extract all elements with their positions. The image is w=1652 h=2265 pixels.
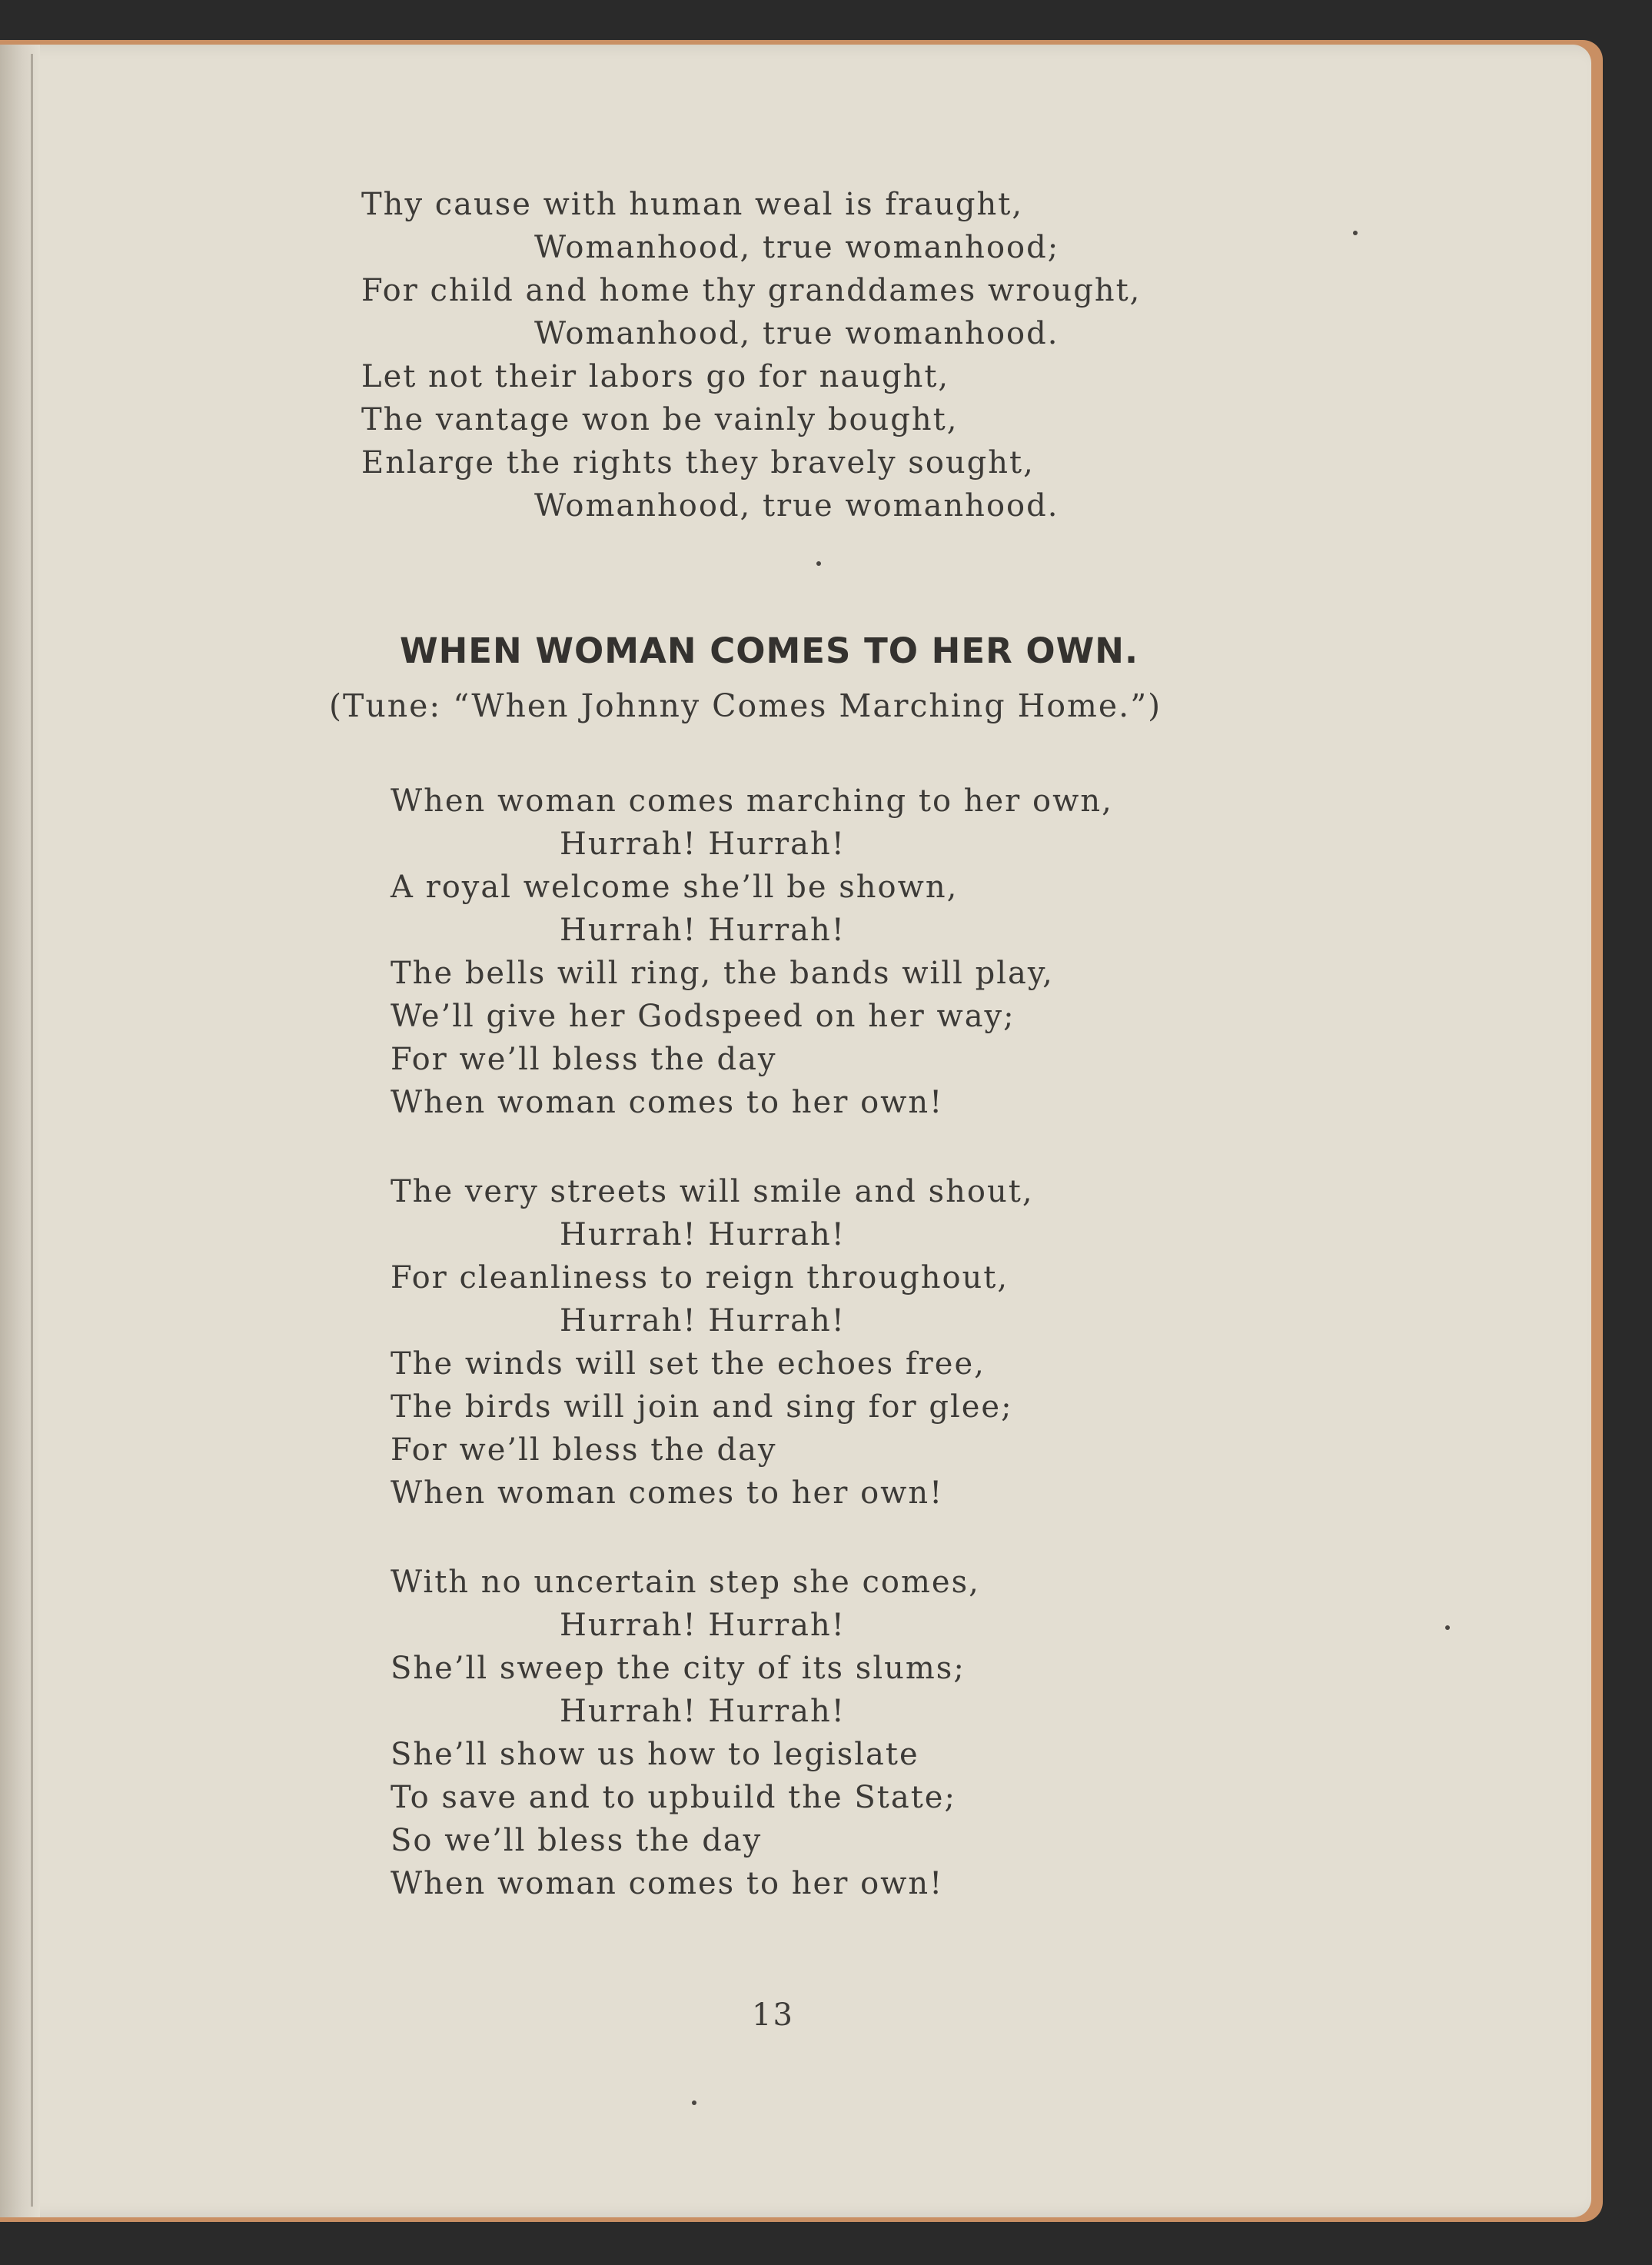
stanza-3-line-7: So we’ll bless the day — [391, 1823, 763, 1858]
stanza-2-line-1: The very streets will smile and shout, — [391, 1174, 1034, 1209]
stanza-2-line-2: Hurrah! Hurrah! — [560, 1217, 846, 1252]
stanza-top-line-1: Thy cause with human weal is fraught, — [361, 187, 1024, 222]
stanza-1-line-3: A royal welcome she’ll be shown, — [391, 870, 959, 905]
stanza-3-line-4: Hurrah! Hurrah! — [560, 1694, 846, 1729]
paper-speck — [692, 2100, 696, 2105]
stanza-top-line-7: Enlarge the rights they bravely sought, — [361, 445, 1035, 481]
stanza-3-line-3: She’ll sweep the city of its slums; — [391, 1651, 966, 1686]
song-title-text: WHEN WOMAN COMES TO HER OWN. — [400, 630, 1139, 671]
stanza-3-line-5: She’ll show us how to legislate — [391, 1737, 919, 1772]
stanza-3-line-2: Hurrah! Hurrah! — [560, 1608, 846, 1643]
page-number: 13 — [752, 1997, 794, 2033]
stanza-2-line-7: For we’ll bless the day — [391, 1432, 777, 1468]
stanza-3-line-6: To save and to upbuild the State; — [391, 1780, 956, 1815]
stanza-1-line-2: Hurrah! Hurrah! — [560, 827, 846, 862]
stanza-top-line-8: Womanhood, true womanhood. — [534, 488, 1059, 524]
stanza-2-line-6: The birds will join and sing for glee; — [391, 1389, 1013, 1425]
book-gutter — [0, 45, 40, 2217]
paper-speck — [816, 561, 821, 566]
stanza-1-line-1: When woman comes marching to her own, — [391, 783, 1113, 819]
stanza-1-line-5: The bells will ring, the bands will play, — [391, 956, 1054, 991]
stanza-2-line-3: For cleanliness to reign throughout, — [391, 1260, 1009, 1295]
stanza-2-line-4: Hurrah! Hurrah! — [560, 1303, 846, 1339]
paper-speck — [1353, 231, 1358, 235]
stanza-top-line-4: Womanhood, true womanhood. — [534, 316, 1059, 351]
stanza-2-line-5: The winds will set the echoes free, — [391, 1346, 986, 1382]
stanza-1-line-8: When woman comes to her own! — [391, 1085, 944, 1120]
stanza-1-line-7: For we’ll bless the day — [391, 1042, 777, 1077]
stanza-top-line-3: For child and home thy granddames wrought, — [361, 273, 1142, 308]
stanza-1-line-4: Hurrah! Hurrah! — [560, 913, 846, 948]
stanza-top-line-2: Womanhood, true womanhood; — [534, 230, 1060, 265]
stanza-3-line-8: When woman comes to her own! — [391, 1866, 944, 1901]
paper-speck — [1445, 1625, 1450, 1630]
stanza-1-line-6: We’ll give her Godspeed on her way; — [391, 999, 1015, 1034]
stanza-3-line-1: With no uncertain step she comes, — [391, 1565, 980, 1600]
stanza-top-line-5: Let not their labors go for naught, — [361, 359, 950, 394]
song-tune: (Tune: “When Johnny Comes Marching Home.”) — [329, 687, 1162, 724]
gutter-line — [31, 54, 33, 2207]
stanza-top-line-6: The vantage won be vainly bought, — [361, 402, 959, 437]
stanza-2-line-8: When woman comes to her own! — [391, 1475, 944, 1511]
